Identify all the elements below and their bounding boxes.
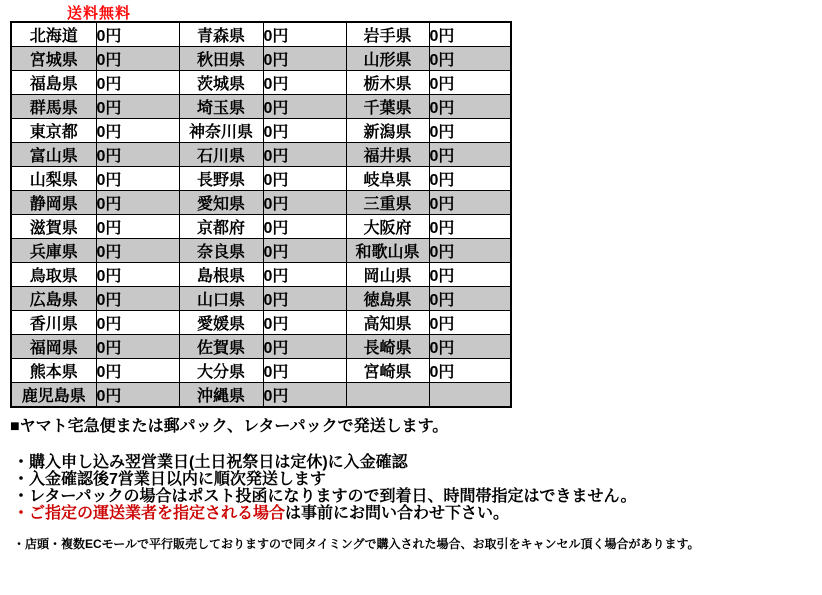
fee-cell: 0円 <box>429 167 511 191</box>
note-letterpack-delivery: ・レターパックの場合はポスト投函になりますので到着日、時間帯指定はできません。 <box>13 488 637 505</box>
fee-cell: 0円 <box>96 47 179 71</box>
note-carrier-request-rest: は事前にお問い合わせ下さい。 <box>285 505 510 522</box>
table-row <box>11 263 511 287</box>
fee-cell: 0円 <box>263 311 346 335</box>
prefecture-cell: 大阪府 <box>346 215 429 239</box>
fee-cell: 0円 <box>263 119 346 143</box>
prefecture-cell: 福島県 <box>11 71 96 95</box>
fee-cell: 0円 <box>96 71 179 95</box>
fee-cell: 0円 <box>96 263 179 287</box>
prefecture-cell: 奈良県 <box>179 239 263 263</box>
prefecture-cell: 大分県 <box>179 359 263 383</box>
fee-cell: 0円 <box>429 95 511 119</box>
prefecture-cell: 千葉県 <box>346 95 429 119</box>
prefecture-cell: 静岡県 <box>11 191 96 215</box>
prefecture-cell: 岡山県 <box>346 263 429 287</box>
table-row <box>11 47 511 71</box>
table-row <box>11 167 511 191</box>
fee-cell: 0円 <box>263 191 346 215</box>
fee-cell: 0円 <box>96 383 179 408</box>
table-row <box>11 359 511 383</box>
fee-cell: 0円 <box>96 215 179 239</box>
prefecture-cell: 徳島県 <box>346 287 429 311</box>
prefecture-cell: 愛知県 <box>179 191 263 215</box>
table-row <box>11 143 511 167</box>
free-shipping-label: 送料無料 <box>67 5 132 22</box>
table-row <box>11 95 511 119</box>
fee-cell: 0円 <box>263 335 346 359</box>
prefecture-cell: 秋田県 <box>179 47 263 71</box>
fee-cell: 0円 <box>263 95 346 119</box>
prefecture-cell: 長崎県 <box>346 335 429 359</box>
prefecture-cell: 鹿児島県 <box>11 383 96 408</box>
fee-cell: 0円 <box>263 263 346 287</box>
fee-cell: 0円 <box>429 263 511 287</box>
fee-cell <box>429 383 511 408</box>
shipping-fee-table <box>10 21 512 408</box>
note-carrier-request-highlight: ・ご指定の運送業者を指定される場合 <box>13 505 286 522</box>
table-row <box>11 335 511 359</box>
fee-cell: 0円 <box>429 47 511 71</box>
prefecture-cell: 栃木県 <box>346 71 429 95</box>
fee-cell: 0円 <box>96 311 179 335</box>
prefecture-cell: 石川県 <box>179 143 263 167</box>
fee-cell: 0円 <box>429 239 511 263</box>
prefecture-cell: 山口県 <box>179 287 263 311</box>
fee-cell: 0円 <box>263 287 346 311</box>
note-parallel-sales: ・店頭・複数ECモールで平行販売しておりますので同タイミングで購入された場合、お取引をキャンセル頂く場合があります。 <box>13 537 700 551</box>
prefecture-cell: 岐阜県 <box>346 167 429 191</box>
fee-cell: 0円 <box>429 359 511 383</box>
fee-cell: 0円 <box>263 47 346 71</box>
prefecture-cell: 広島県 <box>11 287 96 311</box>
table-row <box>11 239 511 263</box>
fee-cell: 0円 <box>263 143 346 167</box>
prefecture-cell: 新潟県 <box>346 119 429 143</box>
fee-cell: 0円 <box>429 143 511 167</box>
prefecture-cell: 岩手県 <box>346 22 429 47</box>
prefecture-cell <box>346 383 429 408</box>
prefecture-cell: 滋賀県 <box>11 215 96 239</box>
prefecture-cell: 埼玉県 <box>179 95 263 119</box>
prefecture-cell: 福岡県 <box>11 335 96 359</box>
fee-cell: 0円 <box>429 335 511 359</box>
fee-cell: 0円 <box>263 71 346 95</box>
table-row <box>11 119 511 143</box>
shipping-method-heading: ■ヤマト宅急便または郵パック、レターパックで発送します。 <box>10 418 449 435</box>
prefecture-cell: 和歌山県 <box>346 239 429 263</box>
table-row <box>11 22 511 47</box>
fee-cell: 0円 <box>429 215 511 239</box>
prefecture-cell: 愛媛県 <box>179 311 263 335</box>
prefecture-cell: 北海道 <box>11 22 96 47</box>
note-carrier-request <box>13 505 637 522</box>
prefecture-cell: 福井県 <box>346 143 429 167</box>
prefecture-cell: 兵庫県 <box>11 239 96 263</box>
fee-cell: 0円 <box>96 119 179 143</box>
fee-cell: 0円 <box>429 311 511 335</box>
fee-cell: 0円 <box>96 191 179 215</box>
table-row <box>11 191 511 215</box>
prefecture-cell: 三重県 <box>346 191 429 215</box>
fee-cell: 0円 <box>263 167 346 191</box>
prefecture-cell: 鳥取県 <box>11 263 96 287</box>
prefecture-cell: 高知県 <box>346 311 429 335</box>
shipping-fee-table-body <box>11 22 511 407</box>
table-row <box>11 71 511 95</box>
prefecture-cell: 青森県 <box>179 22 263 47</box>
prefecture-cell: 長野県 <box>179 167 263 191</box>
fee-cell: 0円 <box>263 22 346 47</box>
prefecture-cell: 京都府 <box>179 215 263 239</box>
fee-cell: 0円 <box>96 143 179 167</box>
fee-cell: 0円 <box>96 335 179 359</box>
fee-cell: 0円 <box>96 95 179 119</box>
table-row <box>11 287 511 311</box>
prefecture-cell: 東京都 <box>11 119 96 143</box>
fee-cell: 0円 <box>96 287 179 311</box>
prefecture-cell: 群馬県 <box>11 95 96 119</box>
fee-cell: 0円 <box>263 359 346 383</box>
prefecture-cell: 佐賀県 <box>179 335 263 359</box>
prefecture-cell: 山形県 <box>346 47 429 71</box>
note-payment-confirmation: ・購入申し込み翌営業日(土日祝祭日は定休)に入金確認 <box>13 454 408 471</box>
fee-cell: 0円 <box>429 71 511 95</box>
fee-cell: 0円 <box>96 359 179 383</box>
prefecture-cell: 沖縄県 <box>179 383 263 408</box>
fee-cell: 0円 <box>96 167 179 191</box>
note-dispatch-schedule: ・入金確認後7営業日以内に順次発送します <box>13 471 326 488</box>
table-row <box>11 383 511 408</box>
prefecture-cell: 宮城県 <box>11 47 96 71</box>
prefecture-cell: 香川県 <box>11 311 96 335</box>
fee-cell: 0円 <box>429 191 511 215</box>
prefecture-cell: 山梨県 <box>11 167 96 191</box>
shipping-notes <box>13 454 637 522</box>
fee-cell: 0円 <box>96 22 179 47</box>
fee-cell: 0円 <box>263 383 346 408</box>
fee-cell: 0円 <box>429 119 511 143</box>
table-row <box>11 215 511 239</box>
prefecture-cell: 富山県 <box>11 143 96 167</box>
prefecture-cell: 神奈川県 <box>179 119 263 143</box>
table-row <box>11 311 511 335</box>
fee-cell: 0円 <box>429 287 511 311</box>
fee-cell: 0円 <box>263 215 346 239</box>
fee-cell: 0円 <box>96 239 179 263</box>
fee-cell: 0円 <box>263 239 346 263</box>
prefecture-cell: 宮崎県 <box>346 359 429 383</box>
prefecture-cell: 茨城県 <box>179 71 263 95</box>
fee-cell: 0円 <box>429 22 511 47</box>
prefecture-cell: 熊本県 <box>11 359 96 383</box>
prefecture-cell: 島根県 <box>179 263 263 287</box>
